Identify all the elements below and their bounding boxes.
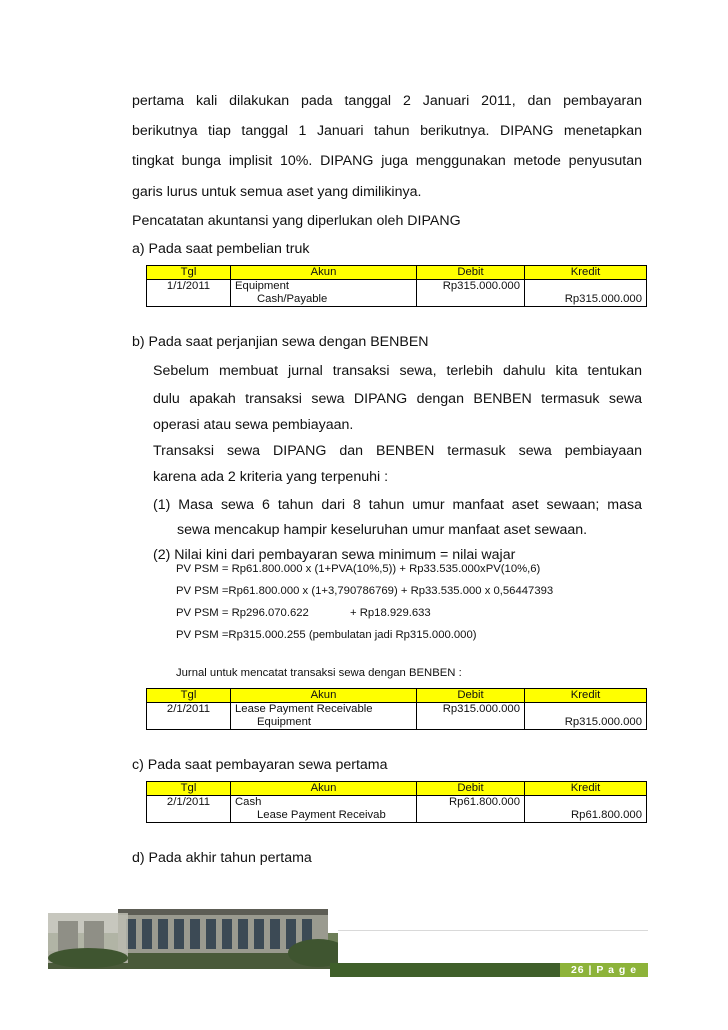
cell-debit (417, 809, 525, 823)
heading-d: d) Pada akhir tahun pertama (132, 850, 312, 866)
table-row (147, 809, 647, 823)
table-header-row (147, 689, 647, 703)
table-header-row (147, 782, 647, 796)
cell-debit: Rp61.800.000 (417, 796, 525, 810)
journal-table-c (146, 781, 647, 823)
table-row (147, 796, 647, 810)
header-tgl: Tgl (147, 689, 231, 703)
intro-line-3: tingkat bunga implisit 10%. DIPANG juga menggunakan metode penyusutan (132, 153, 642, 169)
table-header-row (147, 266, 647, 280)
cell-akun: Equipment (231, 280, 417, 294)
cell-tgl: 2/1/2011 (147, 703, 231, 717)
pv-line-3b: + Rp18.929.633 (350, 607, 431, 619)
cell-debit: Rp315.000.000 (417, 703, 525, 717)
cell-tgl (147, 716, 231, 730)
pv-line-2: PV PSM =Rp61.800.000 x (1+3,790786769) + Rp33.535.000 x 0,56447393 (176, 585, 554, 597)
building-photo (48, 903, 338, 969)
criteria-1-line-1: (1) Masa sewa 6 tahun dari 8 tahun umur manfaat aset sewaan; masa (153, 497, 642, 513)
heading-b: b) Pada saat perjanjian sewa dengan BENBEN (132, 334, 429, 350)
cell-tgl: 2/1/2011 (147, 796, 231, 810)
criteria-2: (2) Nilai kini dari pembayaran sewa minimum = nilai wajar (153, 547, 516, 563)
cell-kredit: Rp61.800.000 (525, 809, 647, 823)
cell-akun: Cash/Payable (231, 293, 417, 307)
b-paragraph-2-line-2: karena ada 2 kriteria yang terpenuhi : (153, 469, 389, 485)
table-row (147, 703, 647, 717)
criteria-1-line-2: sewa mencakup hampir keseluruhan umur manfaat aset sewaan. (177, 522, 588, 538)
pv-line-4: PV PSM =Rp315.000.255 (pembulatan jadi Rp315.000.000) (176, 629, 477, 641)
header-akun: Akun (231, 782, 417, 796)
cell-akun: Cash (231, 796, 417, 810)
cell-akun: Lease Payment Receivable (231, 703, 417, 717)
journal-table-b (146, 688, 647, 730)
jurnal-title: Jurnal untuk mencatat transaksi sewa dengan BENBEN : (176, 667, 462, 679)
intro-line-2: berikutnya tiap tanggal 1 Januari tahun berikutnya. DIPANG menetapkan (132, 123, 642, 139)
header-kredit: Kredit (525, 689, 647, 703)
cell-akun: Equipment (231, 716, 417, 730)
building-photo-image (48, 903, 338, 969)
header-tgl: Tgl (147, 782, 231, 796)
table-row (147, 716, 647, 730)
pv-line-1: PV PSM = Rp61.800.000 x (1+PVA(10%,5)) + Rp33.535.000xPV(10%,6) (176, 563, 541, 575)
cell-kredit (525, 703, 647, 717)
header-akun: Akun (231, 689, 417, 703)
cell-debit (417, 293, 525, 307)
b-paragraph-1-line-2: dulu apakah transaksi sewa DIPANG dengan BENBEN termasuk sewa (153, 391, 642, 407)
header-debit: Debit (417, 782, 525, 796)
cell-debit (417, 716, 525, 730)
table-row (147, 280, 647, 294)
cell-kredit (525, 280, 647, 294)
header-tgl: Tgl (147, 266, 231, 280)
cell-debit: Rp315.000.000 (417, 280, 525, 294)
header-kredit: Kredit (525, 782, 647, 796)
intro-line-4: garis lurus untuk semua aset yang dimilikinya. (132, 184, 422, 200)
cell-kredit: Rp315.000.000 (525, 293, 647, 307)
cell-kredit: Rp315.000.000 (525, 716, 647, 730)
header-debit: Debit (417, 689, 525, 703)
header-kredit: Kredit (525, 266, 647, 280)
b-paragraph-2-line-1: Transaksi sewa DIPANG dan BENBEN termasuk sewa pembiayaan (153, 443, 642, 459)
cell-tgl: 1/1/2011 (147, 280, 231, 294)
footer-rule (330, 930, 648, 931)
cell-tgl (147, 293, 231, 307)
cell-akun: Lease Payment Receivab (231, 809, 417, 823)
section-title: Pencatatan akuntansi yang diperlukan oleh DIPANG (132, 213, 461, 229)
journal-table-a (146, 265, 647, 307)
heading-c: c) Pada saat pembayaran sewa pertama (132, 757, 388, 773)
b-paragraph-1-line-1: Sebelum membuat jurnal transaksi sewa, terlebih dahulu kita tentukan (153, 363, 642, 379)
heading-a: a) Pada saat pembelian truk (132, 241, 310, 257)
intro-line-1: pertama kali dilakukan pada tanggal 2 Januari 2011, dan pembayaran (132, 93, 642, 109)
cell-kredit (525, 796, 647, 810)
table-row (147, 293, 647, 307)
cell-tgl (147, 809, 231, 823)
page-number: 26 | P a g e (560, 963, 648, 977)
header-debit: Debit (417, 266, 525, 280)
header-akun: Akun (231, 266, 417, 280)
pv-line-3a: PV PSM = Rp296.070.622 (176, 607, 309, 619)
b-paragraph-1-line-3: operasi atau sewa pembiayaan. (153, 417, 354, 433)
